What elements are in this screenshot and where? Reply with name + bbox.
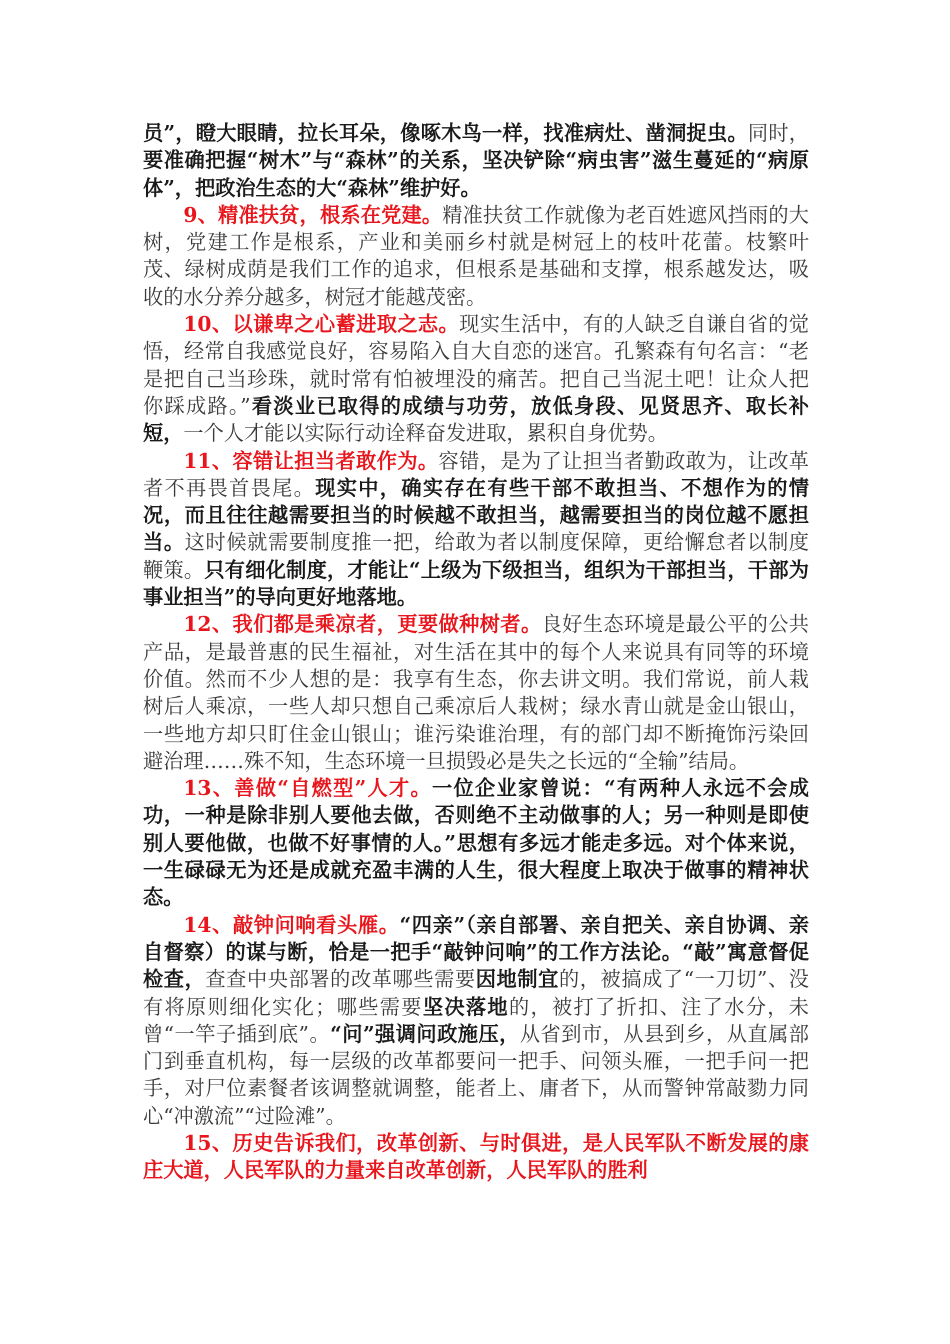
paragraph [143, 1130, 809, 1185]
body-text: 同时， [747, 121, 809, 145]
body-text: 查查中央部署的改革哪些需要 [205, 967, 476, 992]
section-heading: 14、敲钟问响看头雁。 [183, 912, 400, 937]
emphasized-text: 要准确把握“树木”与“森林”的关系，坚决铲除“病虫害”滋生蔓延的“病原体”，把政治生态的大“森林”维护好。 [143, 148, 809, 200]
emphasized-text: 现实中，确实存在有些干部不敢担当、不想作为的情况，而且往往越需要担当的时候越不敢担当，越需要担当的岗位越不愿担当。 [143, 475, 809, 555]
body-text: 从省到市，从县到乡，从直属部门到垂直机构，每一层级的改革都要问一把手、问领头雁，一把手问一把手，对尸位素餐者该调整就调整，能者上、庸者下，从而警钟常敲勠力同心“冲激流”“过险滩”。 [143, 1021, 809, 1128]
emphasized-text: 只有细化制度，才能让“上级为下级担当，组织为干部担当，干部为事业担当”的导向更好地落地。 [143, 557, 809, 610]
paragraph [143, 202, 809, 311]
emphasized-text: “问”强调问政施压， [330, 1021, 520, 1046]
paragraph [143, 120, 809, 202]
paragraph [143, 912, 809, 1130]
emphasized-text: 一位企业家曾说：“有两种人永远不会成功，一种是除非别人要他去做，否则绝不主动做事的人；另一种则是即使别人要他做，也做不好事情的人。”思想有多远才能走多远。对个体来说，一生碌碌无为还是成就充盈丰满的人生，很大程度上取决于做事的精神状态。 [143, 776, 809, 910]
body-text: 容错，是为了让担当者勤政敢为，让改革者不再畏首畏尾。 [143, 448, 809, 500]
body-text: 的，被搞成了“一刀切”、没有将原则细化实化；哪些需要 [143, 967, 809, 1019]
body-text: 的，被打了折扣、注了水分，未曾“一竿子插到底”。 [143, 994, 809, 1046]
body-text: 现实生活中，有的人缺乏自谦自省的觉悟，经常自我感觉良好，容易陷入自大自恋的迷宫。孔繁森有句名言：“老是把自己当珍珠，就时常有怕被埋没的痛苦。把自己当泥土吧！让众人把你踩成路。” [143, 312, 809, 418]
body-text: 精准扶贫工作就像为老百姓遮风挡雨的大树，党建工作是根系，产业和美丽乡村就是树冠上的枝叶花蕾。枝繁叶茂、绿树成荫是我们工作的追求，但根系是基础和支撑，根系越发达，吸收的水分养分越多，树冠才能越茂密。 [143, 202, 809, 309]
section-heading: 12、我们都是乘凉者，更要做种树者。 [183, 612, 542, 637]
body-text: 这时候就需要制度推一把，给敢为者以制度保障，更给懈怠者以制度鞭策。 [143, 530, 809, 582]
section-heading: 11、容错让担当者敢作为。 [183, 448, 439, 473]
paragraph [143, 448, 809, 612]
section-heading: 13、善做“自燃型”人才。 [183, 776, 433, 801]
emphasized-text: “四亲”（亲自部署、亲自把关、亲自协调、亲自督察）的谋与断，恰是一把手“敲钟问响”的工作方法论。“敲”寓意督促检查， [143, 912, 809, 992]
emphasized-text: 坚决落地 [422, 994, 509, 1019]
body-text: 良好生态环境是最公平的公共产品，是最普惠的民生福祉，对生活在其中的每个人来说具有同等的环境价值。然而不少人想的是：我享有生态，你去讲文明。我们常说，前人栽树后人乘凉，一些人却只想自己乘凉后人栽树；绿水青山就是金山银山，一些地方却只盯住金山银山；谁污染谁治理，有的部门却不断掩饰污染回避治理……殊不知，生态环境一旦损毁必是失之长远的“全输”结局。 [143, 612, 809, 773]
paragraph [143, 311, 809, 447]
document-page [143, 120, 809, 1185]
section-heading: 10、以谦卑之心蓄进取之志。 [183, 312, 460, 337]
paragraph [143, 775, 809, 911]
paragraph [143, 611, 809, 775]
body-text: 一个人才能以实际行动诠释奋发进取，累积自身优势。 [183, 421, 668, 446]
section-heading: 15、历史告诉我们，改革创新、与时俱进，是人民军队不断发展的康庄大道，人民军队的力量来自改革创新，人民军队的胜利 [143, 1130, 809, 1183]
emphasized-text: 看淡业已取得的成绩与功劳，放低身段、见贤思齐、取长补短， [143, 393, 809, 446]
section-heading: 9、精准扶贫，根系在党建。 [183, 202, 443, 227]
emphasized-text: 因地制宜 [475, 967, 559, 992]
emphasized-text: 员”，瞪大眼睛，拉长耳朵，像啄木鸟一样，找准病灶、凿洞捉虫。 [143, 121, 748, 145]
